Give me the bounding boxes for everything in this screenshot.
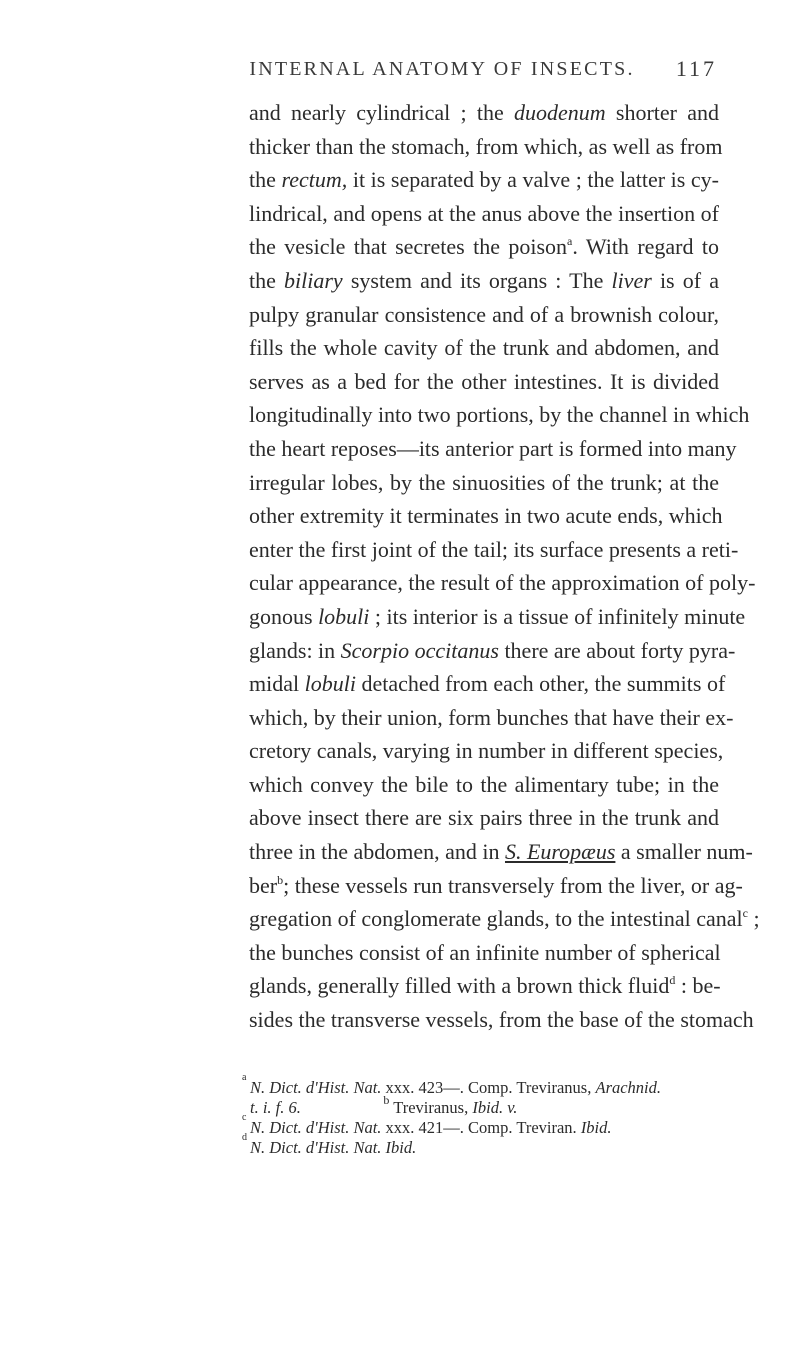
text-run: lindrical, and opens at the anus above the insertion of: [249, 200, 719, 226]
text-run: : be-: [675, 973, 721, 999]
text-run: pulpy granular consistence and of a brownish colour,: [249, 301, 719, 327]
text-run: a smaller num-: [615, 839, 753, 865]
text-line: [249, 835, 753, 869]
text-line: [249, 533, 739, 567]
italic-text: Scorpio occitanus: [340, 637, 499, 663]
text-run: glands: in: [249, 637, 341, 663]
text-run: ; its interior is a tissue of infinitely minute: [369, 603, 746, 629]
italic-text: Ibid.: [580, 1118, 612, 1137]
text-line: [249, 466, 719, 500]
text-line: [249, 566, 756, 600]
footnote-marker: d: [242, 1132, 247, 1143]
body-text: [249, 96, 760, 1037]
footnote-text: [250, 1118, 612, 1137]
text-run: the: [249, 167, 282, 193]
text-line: [249, 936, 719, 970]
italic-text: lobuli: [304, 671, 356, 697]
italic-text: N. Dict. d'Hist. Nat. Ibid.: [250, 1138, 417, 1157]
text-line: [249, 634, 736, 668]
italic-text: biliary: [284, 267, 343, 293]
text-line: [249, 969, 719, 1003]
text-run: it is separated by a valve ; the latter is cy-: [347, 167, 719, 193]
text-run: detached from each other, the summits of: [355, 671, 726, 697]
text-line: [249, 1003, 754, 1037]
italic-text: S. Europæus: [504, 839, 616, 865]
italic-text: liver: [611, 267, 652, 293]
text-run: which convey the bile to the alimentary tube; in the: [249, 771, 719, 797]
text-line: [249, 734, 724, 768]
text-line: [249, 365, 719, 399]
text-line: [249, 768, 719, 802]
text-run: gonous: [249, 603, 319, 629]
footnote-text: [250, 1078, 661, 1097]
text-run: enter the first joint of the tail; its surface presents a reti-: [249, 536, 739, 562]
text-run: ber: [249, 872, 278, 898]
text-run: ;: [747, 906, 760, 932]
text-line: [249, 163, 719, 197]
footnote-ref: a: [567, 234, 573, 249]
running-head: [249, 56, 717, 88]
text-run: ; these vessels run transversely from the liver, or ag-: [283, 872, 743, 898]
text-run: glands, generally filled with a brown thick fluid: [249, 973, 670, 999]
text-run: there are about forty pyra-: [498, 637, 736, 663]
text-run: thicker than the stomach, from which, as well as from: [249, 133, 723, 159]
footnote: [242, 1072, 720, 1098]
text-run: xxx. 421—. Comp. Treviran.: [381, 1118, 581, 1137]
text-run: Treviranus,: [389, 1098, 473, 1117]
text-run: gregation of conglomerate glands, to the intestinal canal: [249, 906, 743, 932]
text-run: xxx. 423—. Comp. Treviranus,: [381, 1078, 596, 1097]
text-line: [249, 130, 723, 164]
text-line: [249, 801, 719, 835]
italic-text: t. i. f. 6.: [250, 1098, 301, 1117]
footnote-ref: b: [277, 872, 284, 887]
footnote: [250, 1093, 720, 1118]
page-number: 117: [675, 56, 717, 81]
footnote-marker: c: [242, 1112, 247, 1123]
text-run: other extremity it terminates in two acute ends, which: [249, 503, 723, 529]
footnote-marker: a: [242, 1072, 247, 1083]
text-run: and nearly cylindrical ; the: [249, 100, 514, 125]
text-line: [249, 432, 737, 466]
text-run: the heart reposes—its anterior part is formed into many: [249, 435, 737, 461]
text-line: [249, 667, 726, 701]
text-line: [249, 197, 719, 231]
text-line: [249, 701, 734, 735]
text-line: [249, 398, 750, 432]
text-run: the vesicle that secretes the poison: [249, 234, 568, 260]
running-title: INTERNAL ANATOMY OF INSECTS.: [249, 58, 635, 80]
text-run: longitudinally into two portions, by the channel in which: [249, 402, 750, 428]
text-run: above insect there are six pairs three in the trunk and: [249, 805, 719, 831]
italic-text: rectum,: [281, 167, 348, 193]
text-run: serves as a bed for the other intestines. It is divided: [249, 368, 719, 394]
italic-text: Ibid. v.: [472, 1098, 518, 1117]
text-run: which, by their union, form bunches that have their ex-: [249, 704, 734, 730]
text-run: cular appearance, the result of the approximation of poly-: [249, 570, 756, 596]
text-line: [249, 902, 760, 936]
text-run: sides the transverse vessels, from the base of the stomach: [249, 1007, 754, 1033]
footnote-text: [250, 1138, 416, 1157]
italic-text: duodenum: [514, 100, 606, 125]
text-run: irregular lobes, by the sinuosities of the trunk; at the: [249, 469, 719, 495]
footnote: [242, 1112, 720, 1138]
text-run: the bunches consist of an infinite number of spherical: [249, 939, 721, 965]
text-line: [249, 869, 743, 903]
italic-text: N. Dict. d'Hist. Nat.: [250, 1118, 382, 1137]
text-run: fills the whole cavity of the trunk and abdomen, and: [249, 335, 719, 361]
footnote-text: [250, 1093, 518, 1117]
text-line: [249, 499, 723, 533]
text-run: is of a: [651, 267, 719, 293]
text-run: three in the abdomen, and in: [249, 839, 505, 865]
text-line: [249, 96, 719, 130]
text-run: cretory canals, varying in number in different species,: [249, 738, 724, 764]
italic-text: lobuli: [318, 603, 370, 629]
text-run: shorter and: [605, 100, 719, 125]
text-line: [249, 264, 719, 298]
footnote: [242, 1132, 720, 1158]
italic-text: Arachnid.: [595, 1078, 662, 1097]
text-line: [249, 600, 746, 634]
footnote-ref: c: [742, 906, 748, 921]
text-run: system and its organs : The: [342, 267, 612, 293]
footnote-ref: d: [669, 973, 676, 988]
text-run: the: [249, 267, 285, 293]
text-line: [249, 230, 719, 264]
text-run: . With regard to: [572, 234, 719, 260]
text-run: midal: [249, 671, 305, 697]
text-line: [249, 331, 719, 365]
footnotes: [242, 1072, 720, 1158]
text-line: [249, 298, 719, 332]
italic-text: N. Dict. d'Hist. Nat.: [250, 1078, 382, 1097]
text-run: [301, 1098, 384, 1117]
footnote-ref: b: [383, 1093, 390, 1107]
